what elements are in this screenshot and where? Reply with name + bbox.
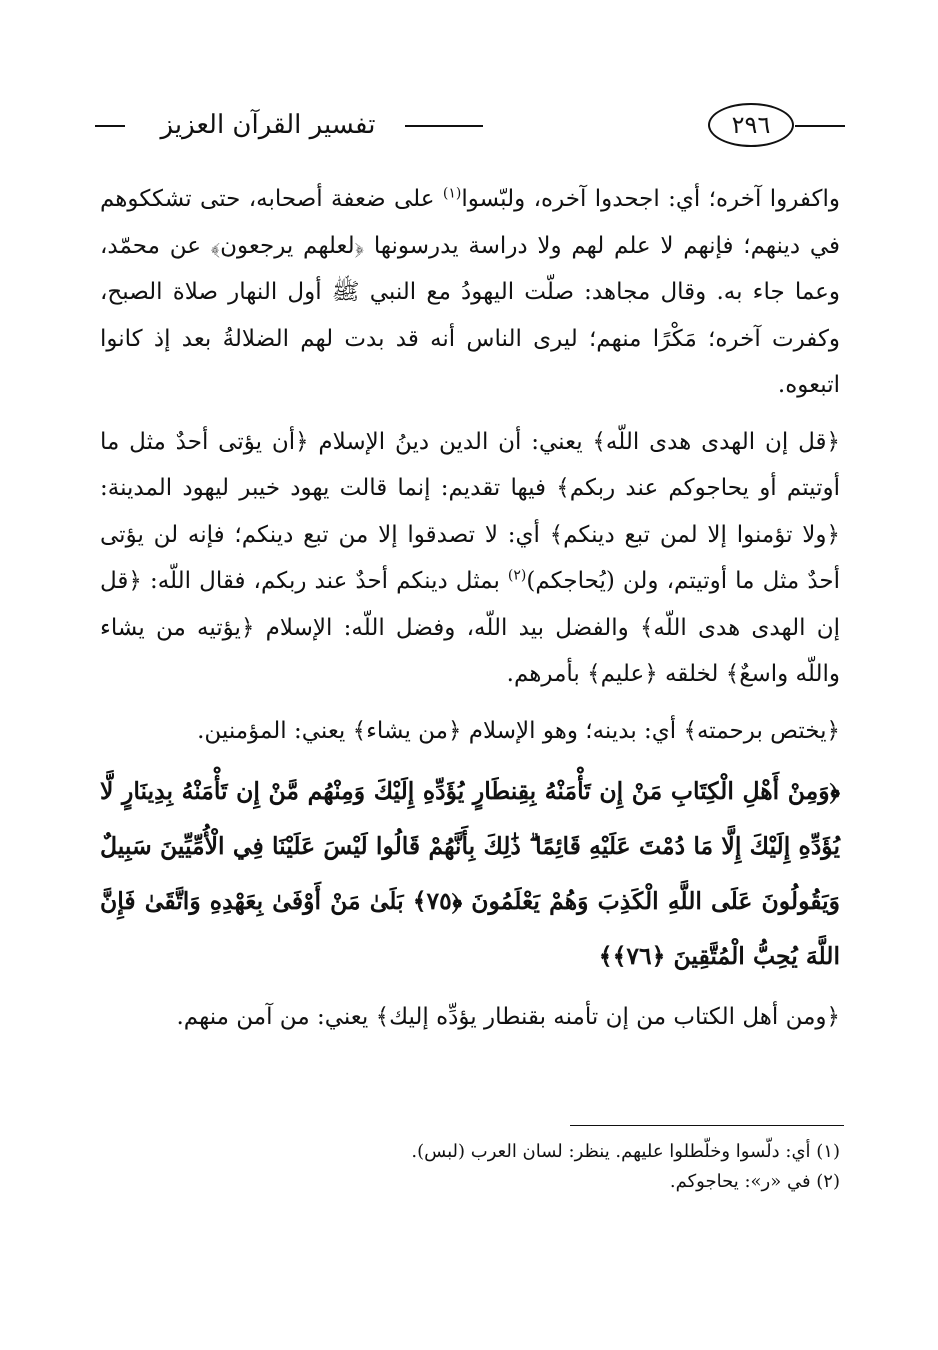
paragraph-1-text-b: على ضعفة أصحابه، حتى تشككوهم في دينهم؛ فإنهم لا علم لهم ولا دراسة يدرسونها ﴿لعلهم يرجعون﴾ عن محمّد، وعما جاء به. وقال مجاهد: صلّت اليهودُ مع النبي ﷺ أول النهار صلاة الصبح، وكفرت آخره؛ مَكْرًا منهم؛ ليرى الناس أنه قد بدت لهم الضلالةُ بعد إذ كانوا اتبعوه. — [100, 186, 840, 398]
paragraph-2-text-a: ﴿قل إن الهدى هدى اللّه﴾ يعني: أن الدين دينُ الإسلام ﴿أن يؤتى أحدٌ مثل ما أوتيتم أو يحاجوكم عند ربكم﴾ فيها تقديم: إنما قالت يهود خيبر ليهود المدينة: ﴿ولا تؤمنوا إلا لمن تبع دينكم﴾ أي: لا تصدقوا إلا من تبع دينكم؛ فإنه لن يؤتى أحدٌ مثل ما أوتيتم، ولن (يُحاجكم) — [100, 428, 840, 594]
footnote-separator — [570, 1125, 844, 1126]
main-text — [100, 176, 840, 1051]
page-number: ٢٩٦ — [708, 103, 794, 147]
quran-verse: ﴿وَمِنْ أَهْلِ الْكِتَابِ مَنْ إِن تَأْمَنْهُ بِقِنطَارٍ يُؤَدِّهِ إِلَيْكَ وَمِنْهُم مَّنْ إِن تَأْمَنْهُ بِدِينَارٍ لَّا يُؤَدِّهِ إِلَيْكَ إِلَّا مَا دُمْتَ عَلَيْهِ قَائِمًا ۗ ذَٰلِكَ بِأَنَّهُمْ قَالُوا لَيْسَ عَلَيْنَا فِي الْأُمِّيِّينَ سَبِيلٌ وَيَقُولُونَ عَلَى اللَّهِ الْكَذِبَ وَهُمْ يَعْلَمُونَ ﴿٧٥﴾ بَلَىٰ مَنْ أَوْفَىٰ بِعَهْدِهِ وَاتَّقَىٰ فَإِنَّ اللَّهَ يُحِبُّ الْمُتَّقِينَ ﴿٧٦﴾﴾ — [100, 777, 841, 970]
running-title: تفسير القرآن العزيز — [160, 110, 376, 140]
paragraph-3: ﴿يختص برحمته﴾ أي: بدينه؛ وهو الإسلام ﴿من يشاء﴾ يعني: المؤمنين. — [197, 717, 840, 744]
paragraph-1 — [100, 176, 840, 409]
page-header — [95, 96, 845, 156]
paragraph-4: ﴿ومن أهل الكتاب من إن تأمنه بقنطار يؤدِّه إليك﴾ يعني: من آمن منهم. — [176, 1004, 840, 1030]
paragraph-2 — [100, 419, 840, 698]
paragraph-1-text-a: واكفروا آخره؛ أي: اجحدوا آخره، ولبّسوا — [461, 186, 840, 212]
footnote-2: (٢) في «ر»: يحاجوكم. — [669, 1171, 840, 1192]
paragraph-2-text-b: بمثل دينكم أحدٌ عند ربكم، فقال اللّه: ﴿قل إن الهدى هدى اللّه﴾ والفضل بيد اللّه، وفضل اللّه: الإسلام ﴿يؤتيه من يشاء واللّه واسعٌ﴾ لخلقه ﴿عليم﴾ بأمرهم. — [100, 568, 840, 687]
header-rule-right — [795, 125, 845, 127]
footnote-ref-2: (٢) — [507, 567, 527, 584]
footnote-ref-1: (١) — [442, 185, 462, 202]
footnote-1: (١) أي: دلّسوا وخلّطلوا عليهم. ينظر: لسان العرب (لبس). — [411, 1141, 840, 1162]
header-rule-middle — [405, 125, 483, 127]
footnotes — [100, 1137, 840, 1197]
header-rule-left — [95, 125, 125, 127]
